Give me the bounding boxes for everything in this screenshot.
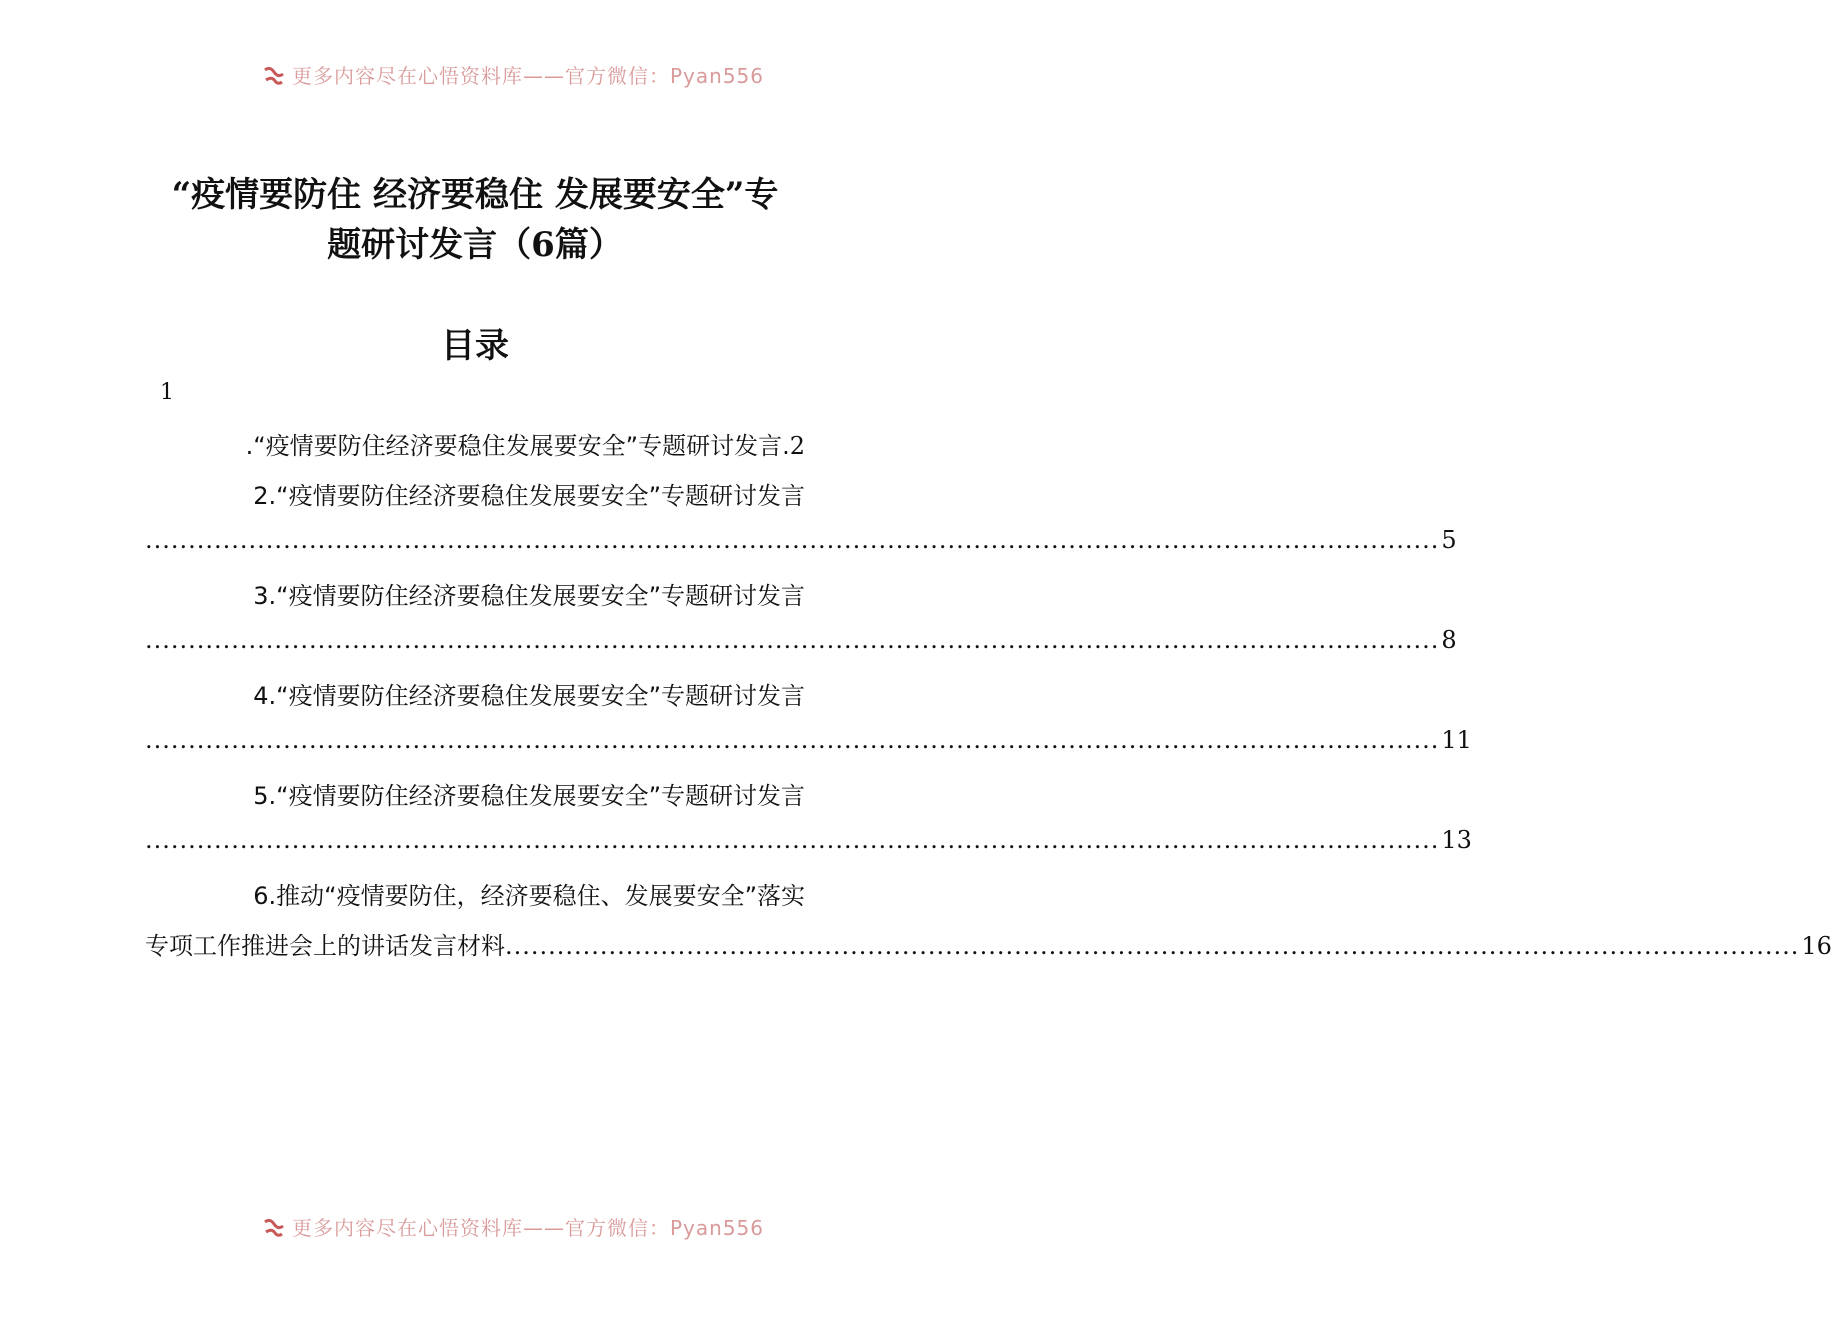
toc-item-4-page: 11	[1441, 726, 1472, 754]
toc-item-5-page: 13	[1441, 826, 1472, 854]
footer-watermark	[0, 1210, 950, 1240]
watermark-text: 更多内容尽在心悟资料库——官方微信：Pyan556	[292, 1216, 765, 1240]
dot-leader: ......................................................................................................................................................	[145, 826, 1440, 854]
toc-item-5[interactable]	[145, 776, 805, 816]
toc-item-3[interactable]	[145, 576, 805, 616]
toc-item-1-number: 1	[160, 380, 174, 405]
toc-item-2-leader	[145, 526, 1457, 566]
toc-item-3-text: 3.“疫情要防住经济要稳住发展要安全”专题研讨发言	[253, 582, 805, 610]
dot-leader: ......................................................................................................................................................	[505, 932, 1800, 960]
toc-item-6-page: 16	[1801, 932, 1832, 960]
toc-item-5-text: 5.“疫情要防住经济要稳住发展要安全”专题研讨发言	[253, 782, 805, 810]
toc-item-6-text-line-2: 专项工作推进会上的讲话发言材料	[145, 932, 505, 960]
toc-item-5-leader	[145, 826, 1472, 866]
watermark-text: 更多内容尽在心悟资料库——官方微信：Pyan556	[292, 64, 765, 88]
toc-item-1-page: 2	[789, 432, 805, 460]
toc-item-4-leader	[145, 726, 1472, 766]
header-watermark	[0, 58, 950, 88]
toc-item-6-leader[interactable]	[145, 926, 1832, 966]
toc-item-6[interactable]	[145, 876, 805, 916]
title-line-1: “疫情要防住 经济要稳住 发展要安全”专	[171, 175, 779, 215]
toc-item-2[interactable]	[145, 476, 805, 516]
dot-leader: ......................................................................................................................................................	[145, 526, 1440, 554]
toc-heading: 目录	[441, 326, 509, 366]
toc-item-1-text: .“疫情要防住经济要稳住发展要安全”专题研讨发言.	[245, 432, 790, 460]
toc-item-6-text-line-1: 6.推动“疫情要防住，经济要稳住、发展要安全”落实	[253, 882, 805, 910]
brand-logo-icon	[262, 1216, 286, 1238]
document-title	[140, 170, 810, 270]
toc-item-3-leader	[145, 626, 1457, 666]
title-line-2: 题研讨发言（6篇）	[327, 225, 623, 265]
toc-item-4[interactable]	[145, 676, 805, 716]
toc-item-2-text: 2.“疫情要防住经济要稳住发展要安全”专题研讨发言	[253, 482, 805, 510]
toc-item-1[interactable]	[145, 426, 805, 466]
toc-item-2-page: 5	[1441, 526, 1457, 554]
toc-item-3-page: 8	[1441, 626, 1457, 654]
brand-logo-icon	[262, 64, 286, 86]
dot-leader: ......................................................................................................................................................	[145, 726, 1440, 754]
toc-item-4-text: 4.“疫情要防住经济要稳住发展要安全”专题研讨发言	[253, 682, 805, 710]
dot-leader: ......................................................................................................................................................	[145, 626, 1440, 654]
